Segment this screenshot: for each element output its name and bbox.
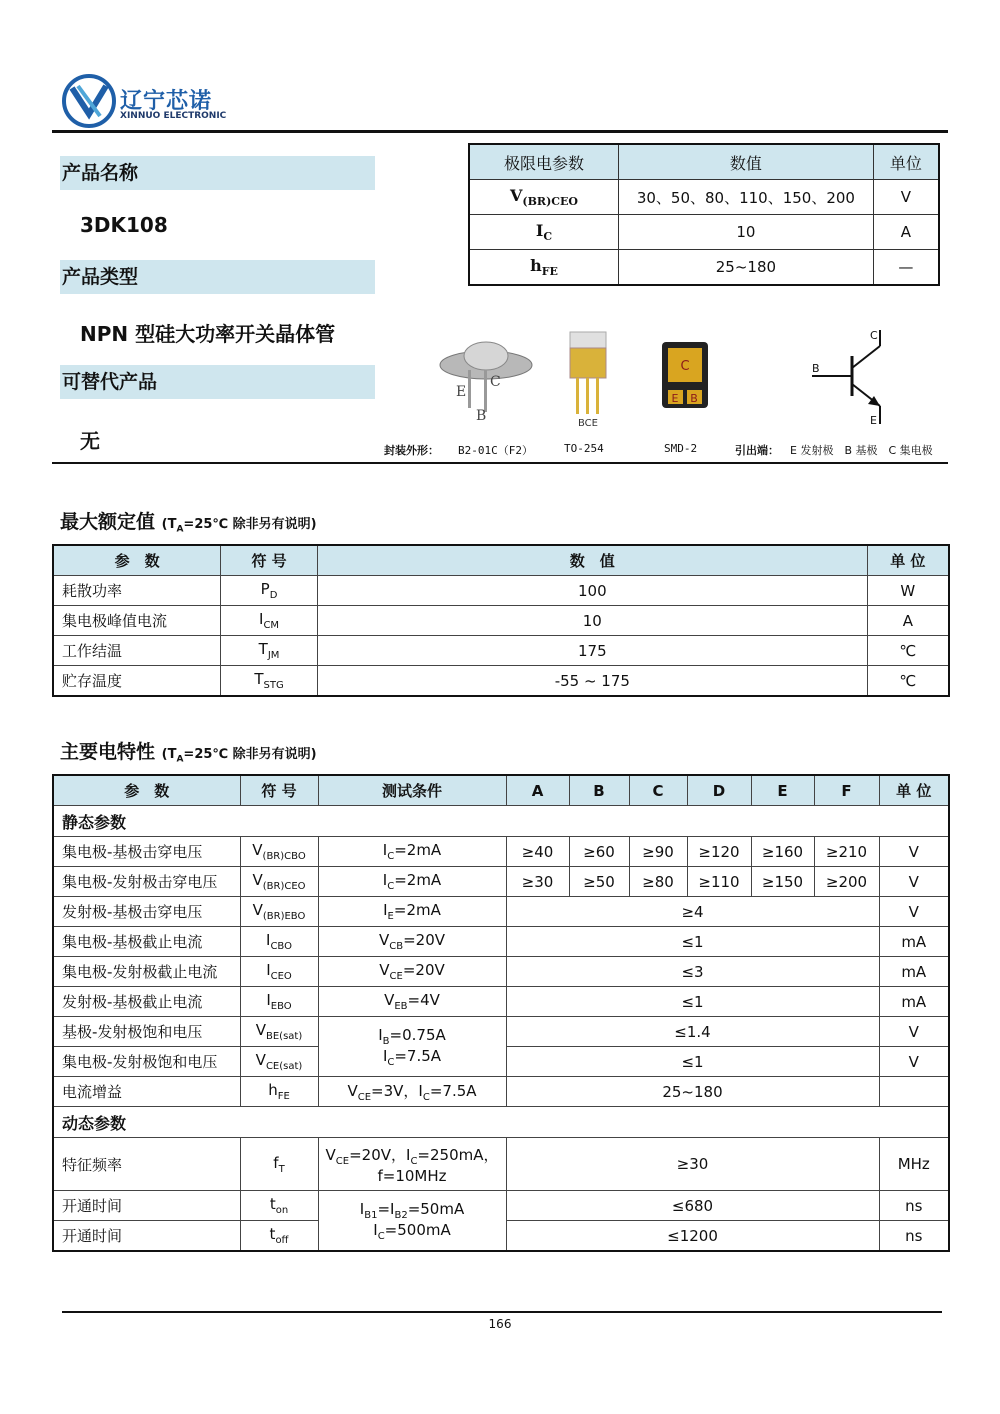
param-cell: 耗散功率: [53, 576, 221, 606]
cond-sym: I: [378, 1025, 383, 1044]
symbol: I: [266, 931, 271, 949]
symbol-cell: [240, 1017, 318, 1047]
symbol-cell: [240, 897, 318, 927]
value-cell: 10: [619, 215, 874, 250]
cond-sym: I: [359, 1199, 365, 1218]
value-cell: ≤1200: [506, 1221, 879, 1252]
value-cell: 30、50、80、110、150、200: [619, 180, 874, 215]
cond-sub: A: [176, 754, 184, 765]
symbol-sub: CBO: [270, 941, 292, 952]
cond-sub: B1: [364, 1209, 378, 1221]
cond-sym: I: [373, 1220, 378, 1239]
header-cell: 单位: [873, 144, 939, 180]
section-rule: [52, 462, 948, 464]
cond-sym: I: [382, 871, 388, 889]
value-cell: ≥150: [751, 867, 814, 897]
symbol-sub: on: [275, 1205, 289, 1216]
symbol-sub: CE(sat): [265, 1061, 303, 1072]
cond-prefix: (T: [161, 747, 177, 762]
table-row: [469, 250, 939, 286]
value-cell: ≤1.4: [506, 1017, 879, 1047]
value-cell: 175: [317, 636, 867, 666]
header-cell: F: [814, 775, 879, 806]
footer-rule: [62, 1311, 942, 1313]
param-cell: 发射极-基极击穿电压: [53, 897, 240, 927]
cond-text: =500mA: [384, 1220, 451, 1239]
header-cell: 符 号: [240, 775, 318, 806]
cond-sub: C: [422, 1092, 430, 1103]
header-cell: D: [687, 775, 751, 806]
param-cell: 特征频率: [53, 1138, 240, 1191]
table-row: [469, 180, 939, 215]
pin-label: B: [690, 392, 698, 405]
cond-sub: CE: [357, 1092, 372, 1103]
cond-sub: C: [377, 1230, 385, 1242]
table-row: [53, 897, 949, 927]
group-row: [53, 1107, 949, 1138]
symbol: h: [530, 255, 542, 275]
to-254-package-image: [566, 330, 610, 428]
brand-logo: [62, 74, 116, 128]
cond-sub: CE: [389, 971, 403, 982]
table-row: [53, 666, 949, 697]
condition-cell: [318, 987, 506, 1017]
symbol-sub: CM: [263, 620, 280, 631]
symbol: T: [254, 670, 264, 688]
symbol-sub: (BR)CBO: [262, 851, 306, 862]
symbol-cell: [469, 180, 619, 215]
symbol: t: [269, 1225, 276, 1243]
symbol-cell: [240, 1047, 318, 1077]
condition-cell: [318, 1191, 506, 1252]
unit-cell: MHz: [879, 1138, 949, 1191]
table-row: [53, 927, 949, 957]
symbol-cell: [221, 666, 318, 697]
value-cell: ≥200: [814, 867, 879, 897]
value-cell: ≤680: [506, 1191, 879, 1221]
cond-sub: C: [387, 881, 395, 892]
unit-cell: ℃: [867, 666, 949, 697]
symbol: f: [273, 1153, 279, 1172]
param-cell: 集电极-发射极截止电流: [53, 957, 240, 987]
value-cell: ≥110: [687, 867, 751, 897]
table-header-row: [53, 775, 949, 806]
symbol-cell: [240, 957, 318, 987]
header-rule: [52, 130, 948, 133]
product-name-label: 产品名称: [60, 156, 375, 190]
cond-text: =7.5A: [429, 1082, 477, 1100]
table-header-row: [469, 144, 939, 180]
npn-transistor-symbol: [808, 326, 888, 428]
alt-product-value: 无: [80, 429, 100, 453]
header-cell: 符 号: [221, 545, 318, 576]
cond-text: =0.75A: [389, 1025, 446, 1044]
condition-cell: [318, 837, 506, 867]
unit-cell: ns: [879, 1191, 949, 1221]
condition-line: f=10MHz: [377, 1166, 447, 1185]
brand-name-cn: 辽宁芯诺: [120, 89, 213, 114]
unit-cell: [879, 1077, 949, 1107]
header-cell: 数值: [619, 144, 874, 180]
value-cell: ≥90: [629, 837, 687, 867]
symbol: I: [266, 961, 271, 979]
ratings-title-text: 最大额定值: [60, 511, 156, 533]
elec-title: [60, 737, 317, 765]
cond-text: =7.5A: [394, 1046, 442, 1065]
table-row: [53, 1017, 949, 1047]
page-number: 166: [488, 1317, 512, 1331]
limit-parameters-table: [468, 143, 940, 286]
symbol: h: [268, 1081, 278, 1099]
alt-product-label: 可替代产品: [60, 365, 375, 399]
cond-sym: V: [347, 1082, 358, 1100]
cond-sub: C: [410, 1155, 418, 1167]
product-type-label: 产品类型: [60, 260, 375, 294]
brand-name-en: XINNUO ELECTRONIC: [120, 111, 227, 121]
symbol: t: [269, 1195, 276, 1213]
symbol-cell: [240, 837, 318, 867]
symbol-sub: STG: [263, 680, 284, 691]
symbol: V: [252, 841, 263, 859]
table-row: [53, 957, 949, 987]
package-name: B2-01C（F2）: [458, 444, 533, 457]
table-row: [53, 987, 949, 1017]
symbol: I: [259, 610, 264, 628]
value-cell: -55 ~ 175: [317, 666, 867, 697]
value-cell: 100: [317, 576, 867, 606]
symbol-cell: [469, 215, 619, 250]
symbol: V: [510, 185, 523, 205]
table-row: [53, 867, 949, 897]
condition-line: [319, 1200, 506, 1221]
symbol-sub: JM: [267, 650, 280, 661]
cond-text: =20V: [403, 931, 446, 949]
elec-title-text: 主要电特性: [60, 741, 156, 763]
symbol-cell: [240, 867, 318, 897]
cond-sym: I: [406, 1145, 411, 1164]
unit-cell: V: [879, 1047, 949, 1077]
package-name: SMD-2: [664, 442, 698, 455]
symbol-sub: (BR)CEO: [262, 881, 306, 892]
value-cell: ≤3: [506, 957, 879, 987]
value-cell: ≥120: [687, 837, 751, 867]
cond-sym: I: [418, 1082, 423, 1100]
unit-cell: mA: [879, 987, 949, 1017]
condition-cell: [318, 897, 506, 927]
header-cell: 数 值: [317, 545, 867, 576]
table-row: [53, 1138, 949, 1191]
pin-label: E: [456, 384, 467, 400]
value-cell: 25~180: [506, 1077, 879, 1107]
cond-sub: CB: [389, 941, 404, 952]
symbol-cell: [469, 250, 619, 286]
cond-text: =20V: [402, 961, 445, 979]
package-name: TO-254: [564, 442, 604, 455]
cond-sym: V: [379, 961, 390, 979]
symbol-sub: off: [275, 1235, 289, 1246]
pin-label: E: [671, 392, 679, 405]
symbol-sub: D: [269, 590, 278, 601]
value-cell: ≥60: [569, 837, 629, 867]
unit-cell: ℃: [867, 636, 949, 666]
symbol-sub: BE(sat): [266, 1031, 303, 1042]
condition-cell: [318, 957, 506, 987]
symbol-sub: FE: [541, 265, 558, 279]
cond-sym: V: [378, 931, 390, 949]
value-cell: ≥30: [506, 1138, 879, 1191]
condition-cell: [318, 867, 506, 897]
condition-line: [319, 1026, 506, 1047]
cond-sub: E: [387, 911, 394, 922]
symbol-sub: (BR)CEO: [522, 195, 578, 209]
cond-suffix: =25℃ 除非另有说明): [183, 517, 317, 532]
symbol-sub: FE: [277, 1091, 290, 1102]
ratings-title: [60, 507, 317, 535]
value-cell: 25~180: [619, 250, 874, 286]
unit-cell: mA: [879, 927, 949, 957]
pin-label: BCE: [578, 418, 598, 428]
table-row: [469, 215, 939, 250]
cond-text: =2mA: [394, 871, 442, 889]
symbol-cell: [240, 927, 318, 957]
smd-2-package-image: [660, 340, 710, 410]
pins-label: 引出端：: [735, 444, 779, 457]
table-row: [53, 576, 949, 606]
unit-cell: A: [873, 215, 939, 250]
header-cell: 测试条件: [318, 775, 506, 806]
cond-text: =2mA: [394, 841, 442, 859]
condition-cell: [318, 927, 506, 957]
condition-cell: [318, 1017, 506, 1077]
cond-sym: V: [384, 991, 395, 1009]
group-row: [53, 806, 949, 837]
param-cell: 集电极峰值电流: [53, 606, 221, 636]
pin-label: B: [476, 408, 487, 424]
cond-sub: C: [387, 1056, 395, 1068]
cond-sym: V: [325, 1145, 336, 1164]
unit-cell: —: [873, 250, 939, 286]
symbol-sub: EBO: [270, 1001, 292, 1012]
condition-cell: [318, 1077, 506, 1107]
symbol: V: [255, 1051, 266, 1069]
product-name-value: 3DK108: [80, 213, 168, 237]
table-row: [53, 636, 949, 666]
pin-label: C: [680, 359, 690, 374]
cond-sub: B2: [394, 1209, 408, 1221]
param-cell: 电流增益: [53, 1077, 240, 1107]
param-cell: 发射极-基极截止电流: [53, 987, 240, 1017]
header-cell: B: [569, 775, 629, 806]
unit-cell: ns: [879, 1221, 949, 1252]
symbol-cell: [240, 1221, 318, 1252]
max-ratings-table: [52, 544, 950, 697]
param-cell: 基极-发射极饱和电压: [53, 1017, 240, 1047]
cond-sub: B: [382, 1035, 390, 1047]
param-cell: 集电极-发射极击穿电压: [53, 867, 240, 897]
symbol-sub: (BR)EBO: [262, 911, 306, 922]
header-cell: C: [629, 775, 687, 806]
header-cell: 极限电参数: [469, 144, 619, 180]
param-cell: 贮存温度: [53, 666, 221, 697]
condition-line: [319, 1047, 506, 1068]
unit-cell: W: [867, 576, 949, 606]
electrical-characteristics-table: [52, 774, 950, 1252]
pins-description: E 发射极 B 基极 C 集电极: [790, 444, 933, 457]
symbol: I: [535, 220, 544, 240]
value-cell: ≥210: [814, 837, 879, 867]
symbol-sub: C: [543, 230, 553, 244]
param-cell: 集电极-发射极饱和电压: [53, 1047, 240, 1077]
param-cell: 集电极-基极截止电流: [53, 927, 240, 957]
pin-label: B: [812, 362, 820, 375]
symbol-cell: [240, 987, 318, 1017]
cond-sub: A: [176, 524, 184, 535]
pin-label: C: [870, 329, 878, 342]
condition-line: [319, 1144, 506, 1167]
symbol-cell: [221, 606, 318, 636]
value-cell: ≤1: [506, 1047, 879, 1077]
param-cell: 工作结温: [53, 636, 221, 666]
package-label: 封装外形：: [384, 444, 439, 457]
cond-text: =4V: [407, 991, 440, 1009]
cond-text: =250mA，: [417, 1145, 499, 1164]
elec-condition: [161, 747, 317, 765]
cond-suffix: =25℃ 除非另有说明): [183, 747, 317, 762]
param-cell: 集电极-基极击穿电压: [53, 837, 240, 867]
symbol-cell: [221, 576, 318, 606]
symbol-cell: [221, 636, 318, 666]
b2-01c-package-image: [436, 330, 536, 425]
table-row: [53, 837, 949, 867]
pin-label: E: [870, 414, 877, 427]
symbol-sub: CEO: [270, 971, 292, 982]
value-cell: ≥80: [629, 867, 687, 897]
header-cell: 单 位: [867, 545, 949, 576]
cond-sub: C: [387, 851, 395, 862]
symbol: V: [252, 871, 263, 889]
ratings-condition: [161, 517, 317, 535]
cond-prefix: (T: [161, 517, 177, 532]
dynamic-params-label: 动态参数: [53, 1107, 949, 1138]
product-type-value: NPN 型硅大功率开关晶体管: [80, 322, 336, 346]
symbol-cell: [240, 1077, 318, 1107]
symbol: I: [266, 991, 271, 1009]
value-cell: ≥30: [506, 867, 569, 897]
cond-text: =20V，: [349, 1145, 406, 1164]
cond-sym: I: [383, 901, 388, 919]
table-row: [53, 606, 949, 636]
cond-sub: CE: [335, 1155, 350, 1167]
symbol: V: [252, 901, 263, 919]
header-cell: A: [506, 775, 569, 806]
value-cell: ≤1: [506, 927, 879, 957]
cond-text: =2mA: [393, 901, 441, 919]
value-cell: ≥50: [569, 867, 629, 897]
symbol-cell: [240, 1138, 318, 1191]
value-cell: ≥160: [751, 837, 814, 867]
unit-cell: A: [867, 606, 949, 636]
symbol: T: [258, 640, 268, 658]
pin-label: C: [490, 374, 501, 390]
unit-cell: V: [879, 1017, 949, 1047]
value-cell: ≥4: [506, 897, 879, 927]
header-cell: E: [751, 775, 814, 806]
cond-text: =50mA: [407, 1199, 465, 1218]
unit-cell: mA: [879, 957, 949, 987]
condition-line: [319, 1221, 506, 1242]
value-cell: ≥40: [506, 837, 569, 867]
unit-cell: V: [879, 867, 949, 897]
symbol: V: [255, 1021, 266, 1039]
value-cell: ≤1: [506, 987, 879, 1017]
symbol: P: [260, 580, 270, 598]
table-row: [53, 1077, 949, 1107]
cond-text: =3V，: [371, 1082, 419, 1100]
cond-sym: I: [382, 841, 388, 859]
unit-cell: V: [873, 180, 939, 215]
symbol-sub: T: [278, 1163, 285, 1175]
unit-cell: V: [879, 897, 949, 927]
cond-text: =I: [377, 1199, 395, 1218]
header-cell: 参 数: [53, 545, 221, 576]
param-cell: 开通时间: [53, 1191, 240, 1221]
unit-cell: V: [879, 837, 949, 867]
param-cell: 开通时间: [53, 1221, 240, 1252]
static-params-label: 静态参数: [53, 806, 949, 837]
condition-cell: [318, 1138, 506, 1191]
symbol-cell: [240, 1191, 318, 1221]
value-cell: 10: [317, 606, 867, 636]
table-header-row: [53, 545, 949, 576]
cond-sym: I: [382, 1046, 388, 1065]
header-cell: 参 数: [53, 775, 240, 806]
cond-sub: EB: [394, 1001, 408, 1012]
header-cell: 单 位: [879, 775, 949, 806]
table-row: [53, 1191, 949, 1221]
